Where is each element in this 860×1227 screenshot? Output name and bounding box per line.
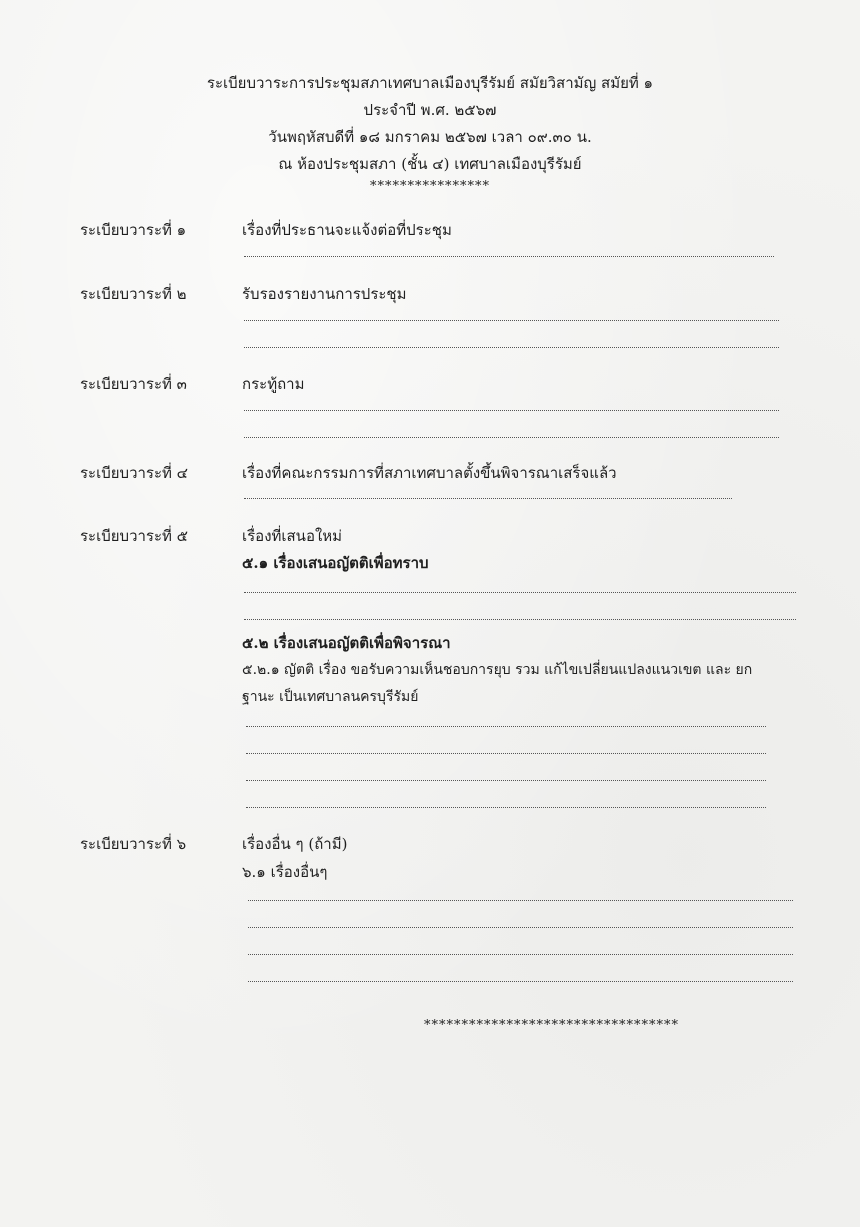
- header-year: ประจำปี พ.ศ. ๒๕๖๗: [363, 101, 497, 119]
- agenda-6-sub-1: ๖.๑ เรื่องอื่นๆ: [242, 863, 328, 881]
- agenda-6-dotted-line: [248, 927, 793, 928]
- agenda-5-sub-1-dotted-line: [244, 619, 796, 620]
- agenda-6-title: เรื่องอื่น ๆ (ถ้ามี): [242, 835, 348, 853]
- agenda-3-title: กระทู้ถาม: [242, 375, 305, 393]
- agenda-5-label: ระเบียบวาระที่ ๕: [80, 527, 189, 545]
- agenda-5-sub-2-dotted-line: [246, 726, 766, 727]
- agenda-6-dotted-line: [248, 954, 793, 955]
- agenda-2-title: รับรองรายงานการประชุม: [242, 285, 407, 303]
- agenda-5-title: เรื่องที่เสนอใหม่: [242, 527, 343, 545]
- agenda-4-label: ระเบียบวาระที่ ๔: [80, 464, 189, 482]
- agenda-4-title: เรื่องที่คณะกรรมการที่สภาเทศบาลตั้งขึ้นพิจารณาเสร็จแล้ว: [242, 464, 617, 482]
- agenda-1-label: ระเบียบวาระที่ ๑: [80, 221, 187, 239]
- agenda-5-sub-2-dotted-line: [246, 753, 766, 754]
- agenda-1-title: เรื่องที่ประธานจะแจ้งต่อที่ประชุม: [242, 221, 452, 239]
- agenda-6-label: ระเบียบวาระที่ ๖: [80, 835, 187, 853]
- agenda-5-sub-2: ๕.๒ เรื่องเสนอญัตติเพื่อพิจารณา: [242, 634, 451, 652]
- footer-stars: **********************************: [424, 1018, 679, 1033]
- document-header: [0, 70, 860, 196]
- agenda-3-label: ระเบียบวาระที่ ๓: [80, 375, 187, 393]
- agenda-5-sub-2-motion-text: ๕.๒.๑ ญัตติ เรื่อง ขอรับความเห็นชอบการยุบ รวม แก้ไขเปลี่ยนแปลงแนวเขต และ ยกฐานะ เป็นเทศบาลนครบุรีรัมย์: [242, 662, 753, 705]
- agenda-2-label: ระเบียบวาระที่ ๒: [80, 285, 187, 303]
- agenda-5-sub-2-dotted-line: [246, 780, 766, 781]
- agenda-6-dotted-line: [248, 900, 793, 901]
- agenda-3-dotted-line: [244, 410, 779, 411]
- agenda-2-dotted-line: [244, 347, 779, 348]
- agenda-2-dotted-line: [244, 320, 779, 321]
- agenda-5-sub-1: ๕.๑ เรื่องเสนอญัตติเพื่อทราบ: [242, 554, 429, 572]
- agenda-5-sub-1-dotted-line: [244, 592, 796, 593]
- agenda-6-dotted-line: [248, 981, 793, 982]
- header-title: ระเบียบวาระการประชุมสภาเทศบาลเมืองบุรีรัมย์ สมัยวิสามัญ สมัยที่ ๑: [206, 74, 654, 92]
- agenda-4-dotted-line: [244, 498, 732, 499]
- agenda-3-dotted-line: [244, 437, 779, 438]
- header-venue: ณ ห้องประชุมสภา (ชั้น ๔) เทศบาลเมืองบุรีรัมย์: [278, 155, 582, 173]
- agenda-5-sub-2-dotted-line: [246, 807, 766, 808]
- header-stars: ****************: [370, 179, 490, 194]
- header-date-time: วันพฤหัสบดีที่ ๑๘ มกราคม ๒๕๖๗ เวลา ๐๙.๓๐ น.: [268, 128, 592, 146]
- agenda-1-dotted-line: [244, 256, 774, 257]
